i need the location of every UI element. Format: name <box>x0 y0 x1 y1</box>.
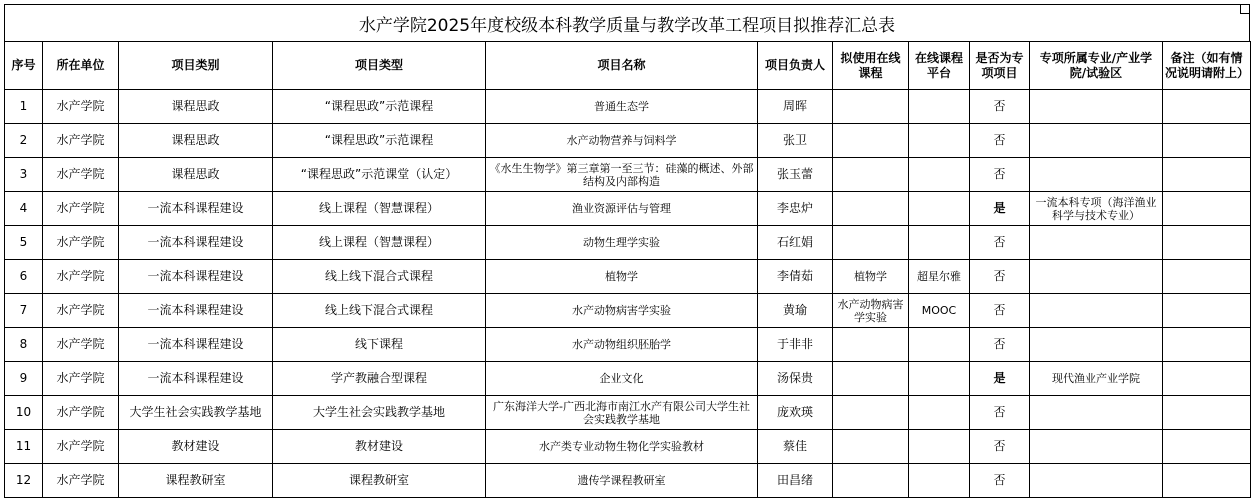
cell-seq: 1 <box>5 90 43 124</box>
cell-category: 教材建设 <box>119 430 273 464</box>
header-special-dept: 专项所属专业/产业学院/试验区 <box>1030 42 1163 90</box>
cell-remark <box>1163 464 1251 498</box>
table-row <box>5 294 1251 328</box>
cell-name: 广东海洋大学-广西北海市南江水产有限公司大学生社会实践教学基地 <box>486 396 758 430</box>
cell-unit: 水产学院 <box>43 158 119 192</box>
table-row <box>5 328 1251 362</box>
cell-unit: 水产学院 <box>43 362 119 396</box>
cell-special: 否 <box>970 90 1030 124</box>
cell-special-dept: 一流本科专项（海洋渔业科学与技术专业） <box>1030 192 1163 226</box>
cell-name: 普通生态学 <box>486 90 758 124</box>
cell-unit: 水产学院 <box>43 328 119 362</box>
cell-type: “课程思政”示范课程 <box>273 90 486 124</box>
cell-remark <box>1163 192 1251 226</box>
cell-type: 学产教融合型课程 <box>273 362 486 396</box>
cell-platform <box>909 226 970 260</box>
cell-online-course <box>833 430 909 464</box>
cell-special-dept <box>1030 260 1163 294</box>
cell-platform: 超星尔雅 <box>909 260 970 294</box>
header-category: 项目类别 <box>119 42 273 90</box>
cell-category: 大学生社会实践教学基地 <box>119 396 273 430</box>
cell-leader: 石红娟 <box>758 226 833 260</box>
cell-category: 课程思政 <box>119 90 273 124</box>
cell-special: 否 <box>970 124 1030 158</box>
cell-leader: 汤保贵 <box>758 362 833 396</box>
cell-remark <box>1163 226 1251 260</box>
cell-type: 教材建设 <box>273 430 486 464</box>
cell-seq: 9 <box>5 362 43 396</box>
cell-remark <box>1163 430 1251 464</box>
cell-name: 水产动物病害学实验 <box>486 294 758 328</box>
cell-remark <box>1163 328 1251 362</box>
cell-special: 否 <box>970 328 1030 362</box>
cell-online-course <box>833 192 909 226</box>
cell-name: 水产动物组织胚胎学 <box>486 328 758 362</box>
cell-type: 线下课程 <box>273 328 486 362</box>
cell-platform: MOOC <box>909 294 970 328</box>
cell-online-course <box>833 124 909 158</box>
cell-platform <box>909 396 970 430</box>
cell-unit: 水产学院 <box>43 260 119 294</box>
header-leader: 项目负责人 <box>758 42 833 90</box>
cell-online-course: 植物学 <box>833 260 909 294</box>
cell-platform <box>909 124 970 158</box>
header-unit: 所在单位 <box>43 42 119 90</box>
table-row <box>5 124 1251 158</box>
cell-seq: 7 <box>5 294 43 328</box>
cell-platform <box>909 430 970 464</box>
cell-seq: 6 <box>5 260 43 294</box>
cell-special-dept <box>1030 226 1163 260</box>
table-row <box>5 226 1251 260</box>
cell-online-course <box>833 90 909 124</box>
cell-unit: 水产学院 <box>43 464 119 498</box>
cell-name: 《水生生物学》第三章第一至三节：硅藻的概述、外部结构及内部构造 <box>486 158 758 192</box>
cell-seq: 2 <box>5 124 43 158</box>
cell-unit: 水产学院 <box>43 192 119 226</box>
cell-leader: 于非非 <box>758 328 833 362</box>
cell-online-course <box>833 328 909 362</box>
cell-special-dept <box>1030 464 1163 498</box>
cell-leader: 张玉蕾 <box>758 158 833 192</box>
table-row <box>5 192 1251 226</box>
cell-special: 否 <box>970 260 1030 294</box>
sheet-title: 水产学院2025年度校级本科教学质量与教学改革工程项目拟推荐汇总表 <box>4 4 1250 42</box>
cell-special: 否 <box>970 464 1030 498</box>
cell-platform <box>909 328 970 362</box>
cell-remark <box>1163 90 1251 124</box>
cell-special-dept <box>1030 90 1163 124</box>
cell-name: 渔业资源评估与管理 <box>486 192 758 226</box>
cell-type: “课程思政”示范课堂（认定） <box>273 158 486 192</box>
cell-seq: 10 <box>5 396 43 430</box>
cell-category: 课程思政 <box>119 158 273 192</box>
cell-type: 线上线下混合式课程 <box>273 260 486 294</box>
cell-unit: 水产学院 <box>43 396 119 430</box>
table-row <box>5 90 1251 124</box>
header-platform: 在线课程平台 <box>909 42 970 90</box>
cell-online-course <box>833 226 909 260</box>
cell-category: 课程教研室 <box>119 464 273 498</box>
cell-special: 否 <box>970 396 1030 430</box>
cell-type: 线上线下混合式课程 <box>273 294 486 328</box>
cell-remark <box>1163 294 1251 328</box>
cell-unit: 水产学院 <box>43 226 119 260</box>
cell-platform <box>909 90 970 124</box>
cell-special: 否 <box>970 158 1030 192</box>
header-seq: 序号 <box>5 42 43 90</box>
cell-category: 一流本科课程建设 <box>119 328 273 362</box>
cell-name: 动物生理学实验 <box>486 226 758 260</box>
cell-remark <box>1163 124 1251 158</box>
cell-online-course: 水产动物病害学实验 <box>833 294 909 328</box>
cell-leader: 张卫 <box>758 124 833 158</box>
cell-name: 水产类专业动物生物化学实验教材 <box>486 430 758 464</box>
cell-seq: 4 <box>5 192 43 226</box>
spreadsheet <box>4 4 1250 494</box>
table-row <box>5 362 1251 396</box>
cell-type: 课程教研室 <box>273 464 486 498</box>
table-row <box>5 396 1251 430</box>
cell-leader: 庞欢瑛 <box>758 396 833 430</box>
cell-special-dept <box>1030 124 1163 158</box>
cell-unit: 水产学院 <box>43 90 119 124</box>
cell-seq: 12 <box>5 464 43 498</box>
cell-leader: 蔡佳 <box>758 430 833 464</box>
cell-unit: 水产学院 <box>43 430 119 464</box>
cell-online-course <box>833 464 909 498</box>
cell-platform <box>909 464 970 498</box>
cell-seq: 5 <box>5 226 43 260</box>
table-row <box>5 430 1251 464</box>
table-row <box>5 260 1251 294</box>
cell-platform <box>909 192 970 226</box>
cell-seq: 8 <box>5 328 43 362</box>
header-row <box>5 42 1251 90</box>
cell-special-dept <box>1030 328 1163 362</box>
header-name: 项目名称 <box>486 42 758 90</box>
summary-table <box>4 41 1251 498</box>
cell-special-dept <box>1030 158 1163 192</box>
cell-online-course <box>833 362 909 396</box>
cell-special-dept <box>1030 396 1163 430</box>
header-type: 项目类型 <box>273 42 486 90</box>
cell-special-dept <box>1030 430 1163 464</box>
header-online-course: 拟使用在线课程 <box>833 42 909 90</box>
cell-type: 大学生社会实践教学基地 <box>273 396 486 430</box>
cell-remark <box>1163 158 1251 192</box>
cell-leader: 李倩茹 <box>758 260 833 294</box>
cell-seq: 11 <box>5 430 43 464</box>
table-row <box>5 158 1251 192</box>
cell-category: 一流本科课程建设 <box>119 260 273 294</box>
cell-seq: 3 <box>5 158 43 192</box>
table-row <box>5 464 1251 498</box>
cell-leader: 田昌绪 <box>758 464 833 498</box>
cell-type: “课程思政”示范课程 <box>273 124 486 158</box>
cell-leader: 李忠炉 <box>758 192 833 226</box>
cell-name: 企业文化 <box>486 362 758 396</box>
cell-remark <box>1163 362 1251 396</box>
cell-type: 线上课程（智慧课程） <box>273 192 486 226</box>
cell-platform <box>909 158 970 192</box>
cell-unit: 水产学院 <box>43 294 119 328</box>
cell-name: 遗传学课程教研室 <box>486 464 758 498</box>
cell-name: 植物学 <box>486 260 758 294</box>
cell-special-dept <box>1030 294 1163 328</box>
cell-name: 水产动物营养与饲料学 <box>486 124 758 158</box>
cell-unit: 水产学院 <box>43 124 119 158</box>
cell-remark <box>1163 260 1251 294</box>
cell-online-course <box>833 396 909 430</box>
cell-leader: 黄瑜 <box>758 294 833 328</box>
cell-special: 是 <box>970 192 1030 226</box>
cell-platform <box>909 362 970 396</box>
cell-category: 课程思政 <box>119 124 273 158</box>
cell-special: 否 <box>970 294 1030 328</box>
corner-cell <box>1240 4 1250 14</box>
cell-remark <box>1163 396 1251 430</box>
cell-online-course <box>833 158 909 192</box>
cell-special: 是 <box>970 362 1030 396</box>
cell-special: 否 <box>970 430 1030 464</box>
header-special: 是否为专项项目 <box>970 42 1030 90</box>
cell-category: 一流本科课程建设 <box>119 362 273 396</box>
cell-leader: 周晖 <box>758 90 833 124</box>
cell-category: 一流本科课程建设 <box>119 294 273 328</box>
cell-type: 线上课程（智慧课程） <box>273 226 486 260</box>
cell-category: 一流本科课程建设 <box>119 226 273 260</box>
header-remark: 备注（如有情况说明请附上） <box>1163 42 1251 90</box>
cell-category: 一流本科课程建设 <box>119 192 273 226</box>
cell-special-dept: 现代渔业产业学院 <box>1030 362 1163 396</box>
cell-special: 否 <box>970 226 1030 260</box>
